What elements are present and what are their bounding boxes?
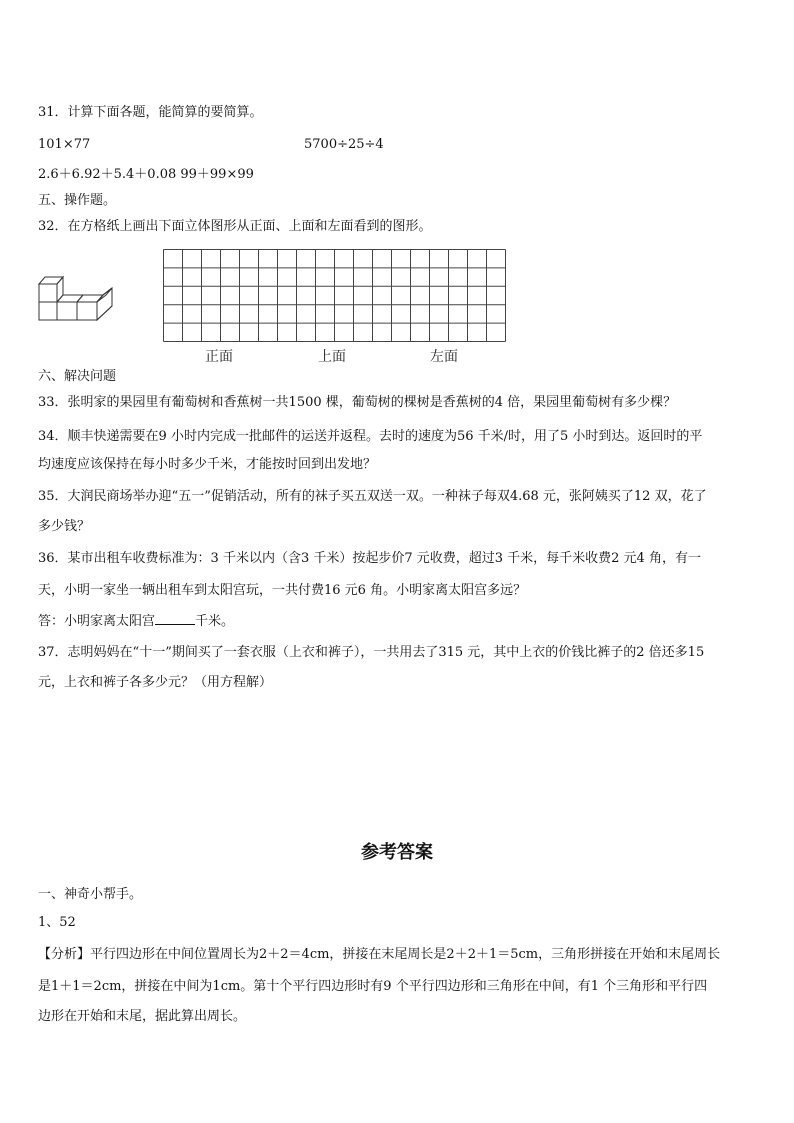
cube-top: [57, 295, 83, 302]
cube-face: [39, 284, 57, 302]
grid-label-front: 正面: [205, 349, 233, 365]
grid-paper[interactable]: [163, 249, 506, 346]
cube-side: [97, 288, 112, 320]
grid-label-left: 左面: [430, 349, 458, 365]
cube-face: [77, 302, 97, 320]
section5-heading: 五、操作题。: [38, 193, 117, 208]
q33-text: 33．张明家的果园里有葡萄树和香蕉树一共1500 棵，葡萄树的棵树是香蕉树的4 倍，果园里葡萄树有多少棵？: [38, 395, 677, 410]
q31-title: 31．计算下面各题，能简算的要简算。: [38, 105, 263, 120]
q32-title: 32．在方格纸上画出下面立体图形从正面、上面和左面看到的图形。: [38, 219, 432, 234]
cube-figure: [36, 272, 118, 324]
q34-line2: 均速度应该保持在每小时多少千米，才能按时回到出发地？: [38, 457, 377, 472]
answers-item1: 1、52: [38, 915, 76, 930]
analysis-line3: 边形在开始和末尾，据此算出周长。: [38, 1009, 247, 1024]
q34-line1: 34．顺丰快递需要在9 小时内完成一批邮件的运送并返程。去时的速度为56 千米/时，用了5 小时到达。返回时的平: [38, 429, 703, 444]
q36-answer: [38, 612, 234, 631]
q31-expr2: 5700÷25÷4: [304, 137, 384, 152]
q35-line2: 多少钱？: [38, 519, 91, 534]
q37-line1: 37．志明妈妈在“十一”期间买了一套衣服（上衣和裤子），一共用去了315 元，其中上衣的价钱比裤子的2 倍还多15: [38, 645, 705, 660]
q31-expr1: 101×77: [38, 137, 91, 152]
q35-line1: 35．大润民商场举办迎“五一”促销活动，所有的袜子买五双送一双。一种袜子每双4.68 元，张阿姨买了12 双，花了: [38, 489, 707, 504]
grid-label-top: 上面: [318, 349, 346, 365]
q36-answer-suffix: 千米。: [195, 614, 235, 629]
q37-line2: 元，上衣和裤子各多少元？（用方程解）: [38, 675, 273, 690]
q36-line1: 36．某市出租车收费标准为：3 千米以内（含3 千米）按起步价7 元收费，超过3 千米，每千米收费2 元4 角，有一: [38, 551, 701, 566]
section6-heading: 六、解决问题: [38, 369, 117, 384]
answers-section1: 一、神奇小帮手。: [38, 887, 143, 902]
answers-title: 参考答案: [361, 842, 433, 863]
q31-expr3: 2.6＋6.92＋5.4＋0.08 99＋99×99: [38, 167, 254, 182]
analysis-line2: 是1＋1＝2cm，拼接在中间为1cm。第十个平行四边形时有9 个平行四边形和三角形在中间，有1 个三角形和平行四: [38, 979, 708, 994]
cube-face: [39, 302, 57, 320]
answer-blank[interactable]: [155, 612, 195, 625]
q36-line2: 天，小明一家坐一辆出租车到太阳宫玩，一共付费16 元6 角。小明家离太阳宫多远？: [38, 583, 527, 598]
cube-face: [57, 302, 77, 320]
q36-answer-prefix: 答：小明家离太阳宫: [38, 614, 156, 629]
analysis-line1: 【分析】平行四边形在中间位置周长为2＋2＝4cm，拼接在末尾周长是2＋2＋1＝5cm，三角形拼接在开始和末尾周长: [38, 947, 721, 962]
